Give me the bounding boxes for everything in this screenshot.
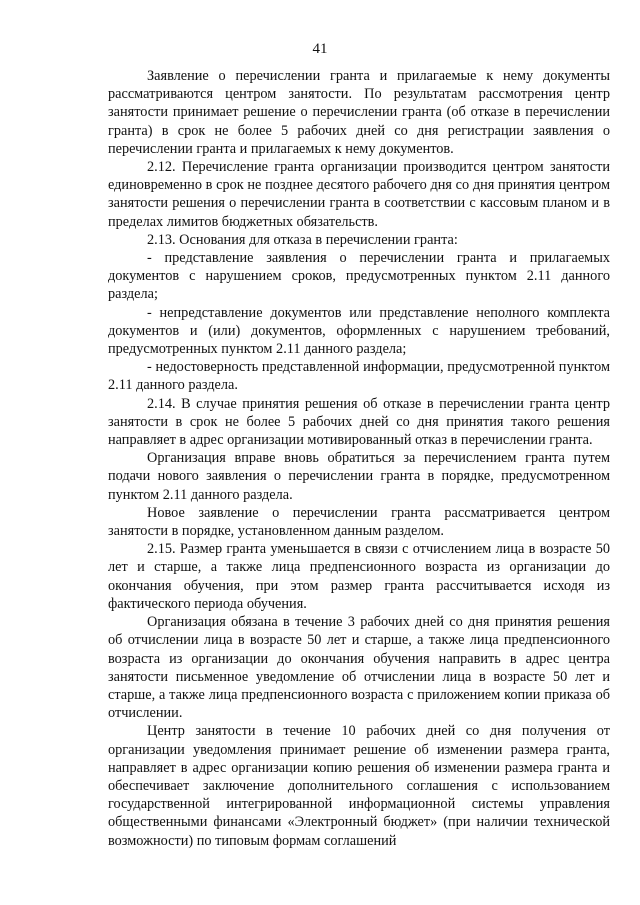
paragraph-application-review: Заявление о перечислении гранта и прилагаемые к нему документы рассматриваются центром занятости. По результатам рассмотрения центр занятости принимает решение о перечислении гранта (об отказе в перечислении гранта) в срок не более 5 рабочих дней со дня регистрации заявления о перечислении гранта и прилагаемых к нему документов.	[108, 68, 610, 157]
paragraph-new-application: Новое заявление о перечислении гранта рассматривается центром занятости в порядке, установленном данным разделом.	[108, 504, 610, 540]
paragraph-organization-obligation: Организация обязана в течение 3 рабочих дней со дня принятия решения об отчислении лица в возрасте 50 лет и старше, а также лица предпенсионного возраста из организации до окончания обучения направить в адрес центра занятости письменное уведомление об отчислении лица в возрасте 50 лет и старше, а также лица предпенсионного возраста с приложением копии приказа об отчислении.	[108, 614, 610, 722]
paragraph-2-14: 2.14. В случае принятия решения об отказе в перечислении гранта центр занятости в срок не более 5 рабочих дней со дня принятия такого решения направляет в адрес организации мотивированный отказ в перечислении гранта.	[108, 395, 610, 449]
document-body	[108, 67, 610, 850]
list-item-incomplete-documents: - непредставление документов или представление неполного комплекта документов и (или) документов, оформленных с нарушением требований, предусмотренных пунктом 2.11 данного раздела;	[108, 304, 610, 358]
list-item-late-submission: - представление заявления о перечислении гранта и прилагаемых документов с нарушением сроков, предусмотренных пунктом 2.11 данного раздела;	[108, 250, 610, 303]
paragraph-reapply: Организация вправе вновь обратиться за перечислением гранта путем подачи нового заявления о перечислении гранта в порядке, предусмотренном пунктом 2.11 данного раздела.	[108, 450, 610, 503]
paragraph-2-15: 2.15. Размер гранта уменьшается в связи с отчислением лица в возрасте 50 лет и старше, а также лица предпенсионного возраста из организации до окончания обучения, при этом размер гранта рассчитывается исходя из фактического периода обучения.	[108, 541, 610, 612]
paragraph-2-13: 2.13. Основания для отказа в перечислении гранта:	[147, 231, 458, 248]
paragraph-employment-center-decision: Центр занятости в течение 10 рабочих дней со дня получения от организации уведомления принимает решение об изменении размера гранта, направляет в адрес организации копию решения об изменении размера гранта и обеспечивает заключение дополнительного соглашения с использованием государственной интегрированной информационной системы управления общественными финансами «Электронный бюджет» (при наличии технической возможности) по типовым формам соглашений	[108, 723, 610, 849]
page-number: 41	[312, 41, 328, 57]
list-item-unreliable-information: - недостоверность представленной информации, предусмотренной пунктом 2.11 данного раздела.	[108, 359, 610, 394]
paragraph-2-12: 2.12. Перечисление гранта организации производится центром занятости единовременно в срок не позднее десятого рабочего дня со дня принятия центром занятости решения о перечислении гранта в соответствии с кассовым планом и в пределах лимитов бюджетных обязательств.	[108, 159, 610, 230]
